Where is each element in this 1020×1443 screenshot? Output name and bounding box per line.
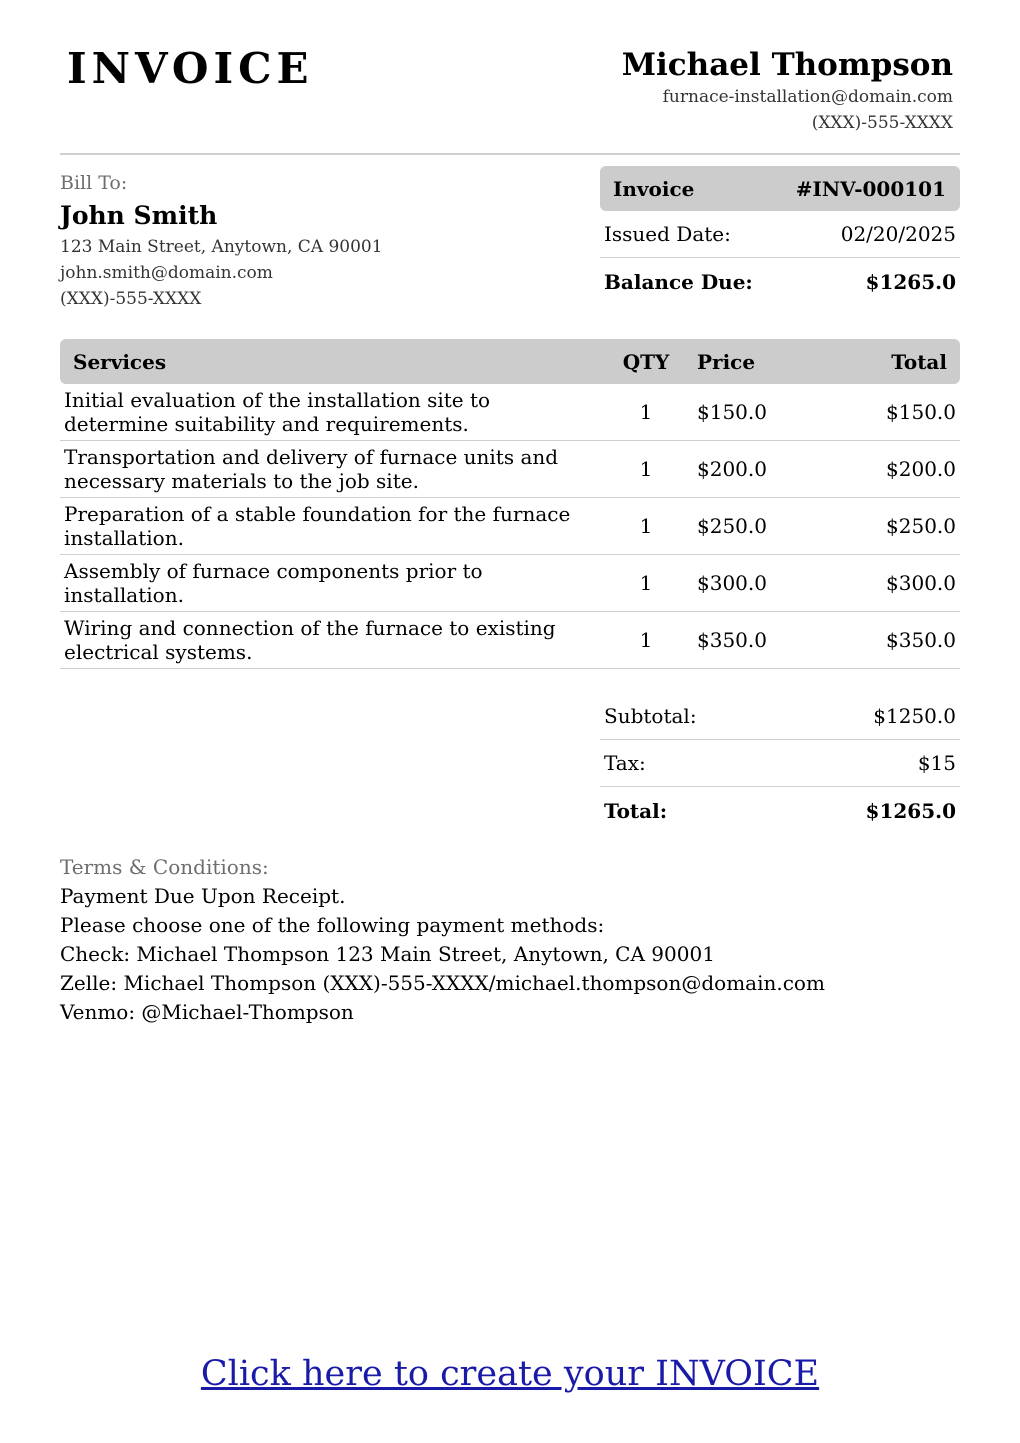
issued-date-label: Issued Date: — [604, 222, 731, 246]
total-label: Total: — [604, 798, 668, 823]
row-qty: 1 — [639, 571, 653, 595]
terms-line: Venmo: @Michael-Thompson — [60, 1000, 354, 1024]
sender-phone: (XXX)-555-XXXX — [811, 112, 953, 133]
row-price: $150.0 — [697, 400, 767, 424]
bill-to-block — [60, 170, 560, 312]
row-service: Assembly of furnace components prior to installation. — [64, 559, 483, 607]
client-address: 123 Main Street, Anytown, CA 90001 — [60, 237, 383, 257]
header-total: Total — [891, 349, 947, 374]
row-service: Initial evaluation of the installation site to determine suitability and requirements. — [64, 388, 491, 436]
subtotal-row — [600, 693, 960, 740]
sender-block — [622, 48, 953, 136]
balance-due-row — [600, 258, 960, 305]
row-total: $250.0 — [886, 514, 956, 538]
table-row — [60, 441, 960, 498]
row-service: Wiring and connection of the furnace to existing electrical systems. — [64, 616, 556, 664]
sender-name: Michael Thompson — [621, 47, 953, 83]
row-qty: 1 — [639, 628, 653, 652]
client-email: john.smith@domain.com — [60, 263, 273, 283]
row-qty: 1 — [639, 514, 653, 538]
totals-block — [600, 693, 960, 834]
invoice-label: Invoice — [613, 176, 695, 201]
tax-row — [600, 740, 960, 787]
header-qty: QTY — [622, 349, 670, 374]
row-price: $250.0 — [697, 514, 767, 538]
header-price: Price — [697, 349, 756, 374]
header-divider — [60, 153, 960, 155]
table-row — [60, 612, 960, 669]
row-price: $300.0 — [697, 571, 767, 595]
row-price: $350.0 — [697, 628, 767, 652]
row-service: Preparation of a stable foundation for the furnace installation. — [64, 502, 571, 550]
table-row — [60, 498, 960, 555]
row-total: $200.0 — [886, 457, 956, 481]
balance-due-label: Balance Due: — [604, 269, 753, 294]
balance-due-value: $1265.0 — [865, 269, 956, 294]
table-header — [60, 339, 960, 384]
client-phone: (XXX)-555-XXXX — [60, 289, 202, 309]
total-value: $1265.0 — [865, 798, 956, 823]
subtotal-label: Subtotal: — [604, 704, 697, 728]
client-name: John Smith — [60, 201, 218, 230]
table-row — [60, 384, 960, 441]
invoice-number-bar — [600, 166, 960, 211]
issued-date-value: 02/20/2025 — [840, 222, 956, 246]
services-table — [60, 339, 960, 669]
bill-to-label: Bill To: — [60, 172, 128, 194]
invoice-title: INVOICE — [67, 44, 314, 93]
invoice-meta — [600, 166, 960, 305]
header-services: Services — [73, 349, 167, 374]
issued-date-row — [600, 211, 960, 258]
sender-email: furnace-installation@domain.com — [662, 86, 953, 107]
total-row — [600, 787, 960, 834]
table-row — [60, 555, 960, 612]
subtotal-value: $1250.0 — [873, 704, 956, 728]
row-service: Transportation and delivery of furnace units and necessary materials to the job site. — [64, 445, 559, 493]
tax-label: Tax: — [604, 751, 646, 775]
terms-line: Please choose one of the following payment methods: — [60, 913, 605, 937]
row-total: $150.0 — [886, 400, 956, 424]
row-price: $200.0 — [697, 457, 767, 481]
terms-block — [60, 853, 960, 1027]
tax-value: $15 — [917, 751, 956, 775]
terms-label: Terms & Conditions: — [60, 855, 269, 879]
terms-line: Check: Michael Thompson 123 Main Street, Anytown, CA 90001 — [60, 942, 715, 966]
terms-line: Zelle: Michael Thompson (XXX)-555-XXXX/michael.thompson@domain.com — [60, 971, 825, 995]
row-qty: 1 — [639, 457, 653, 481]
invoice-number: #INV-000101 — [795, 176, 946, 201]
terms-line: Payment Due Upon Receipt. — [60, 884, 346, 908]
row-total: $350.0 — [886, 628, 956, 652]
create-invoice-link[interactable]: Click here to create your INVOICE — [200, 1354, 820, 1394]
row-qty: 1 — [639, 400, 653, 424]
row-total: $300.0 — [886, 571, 956, 595]
